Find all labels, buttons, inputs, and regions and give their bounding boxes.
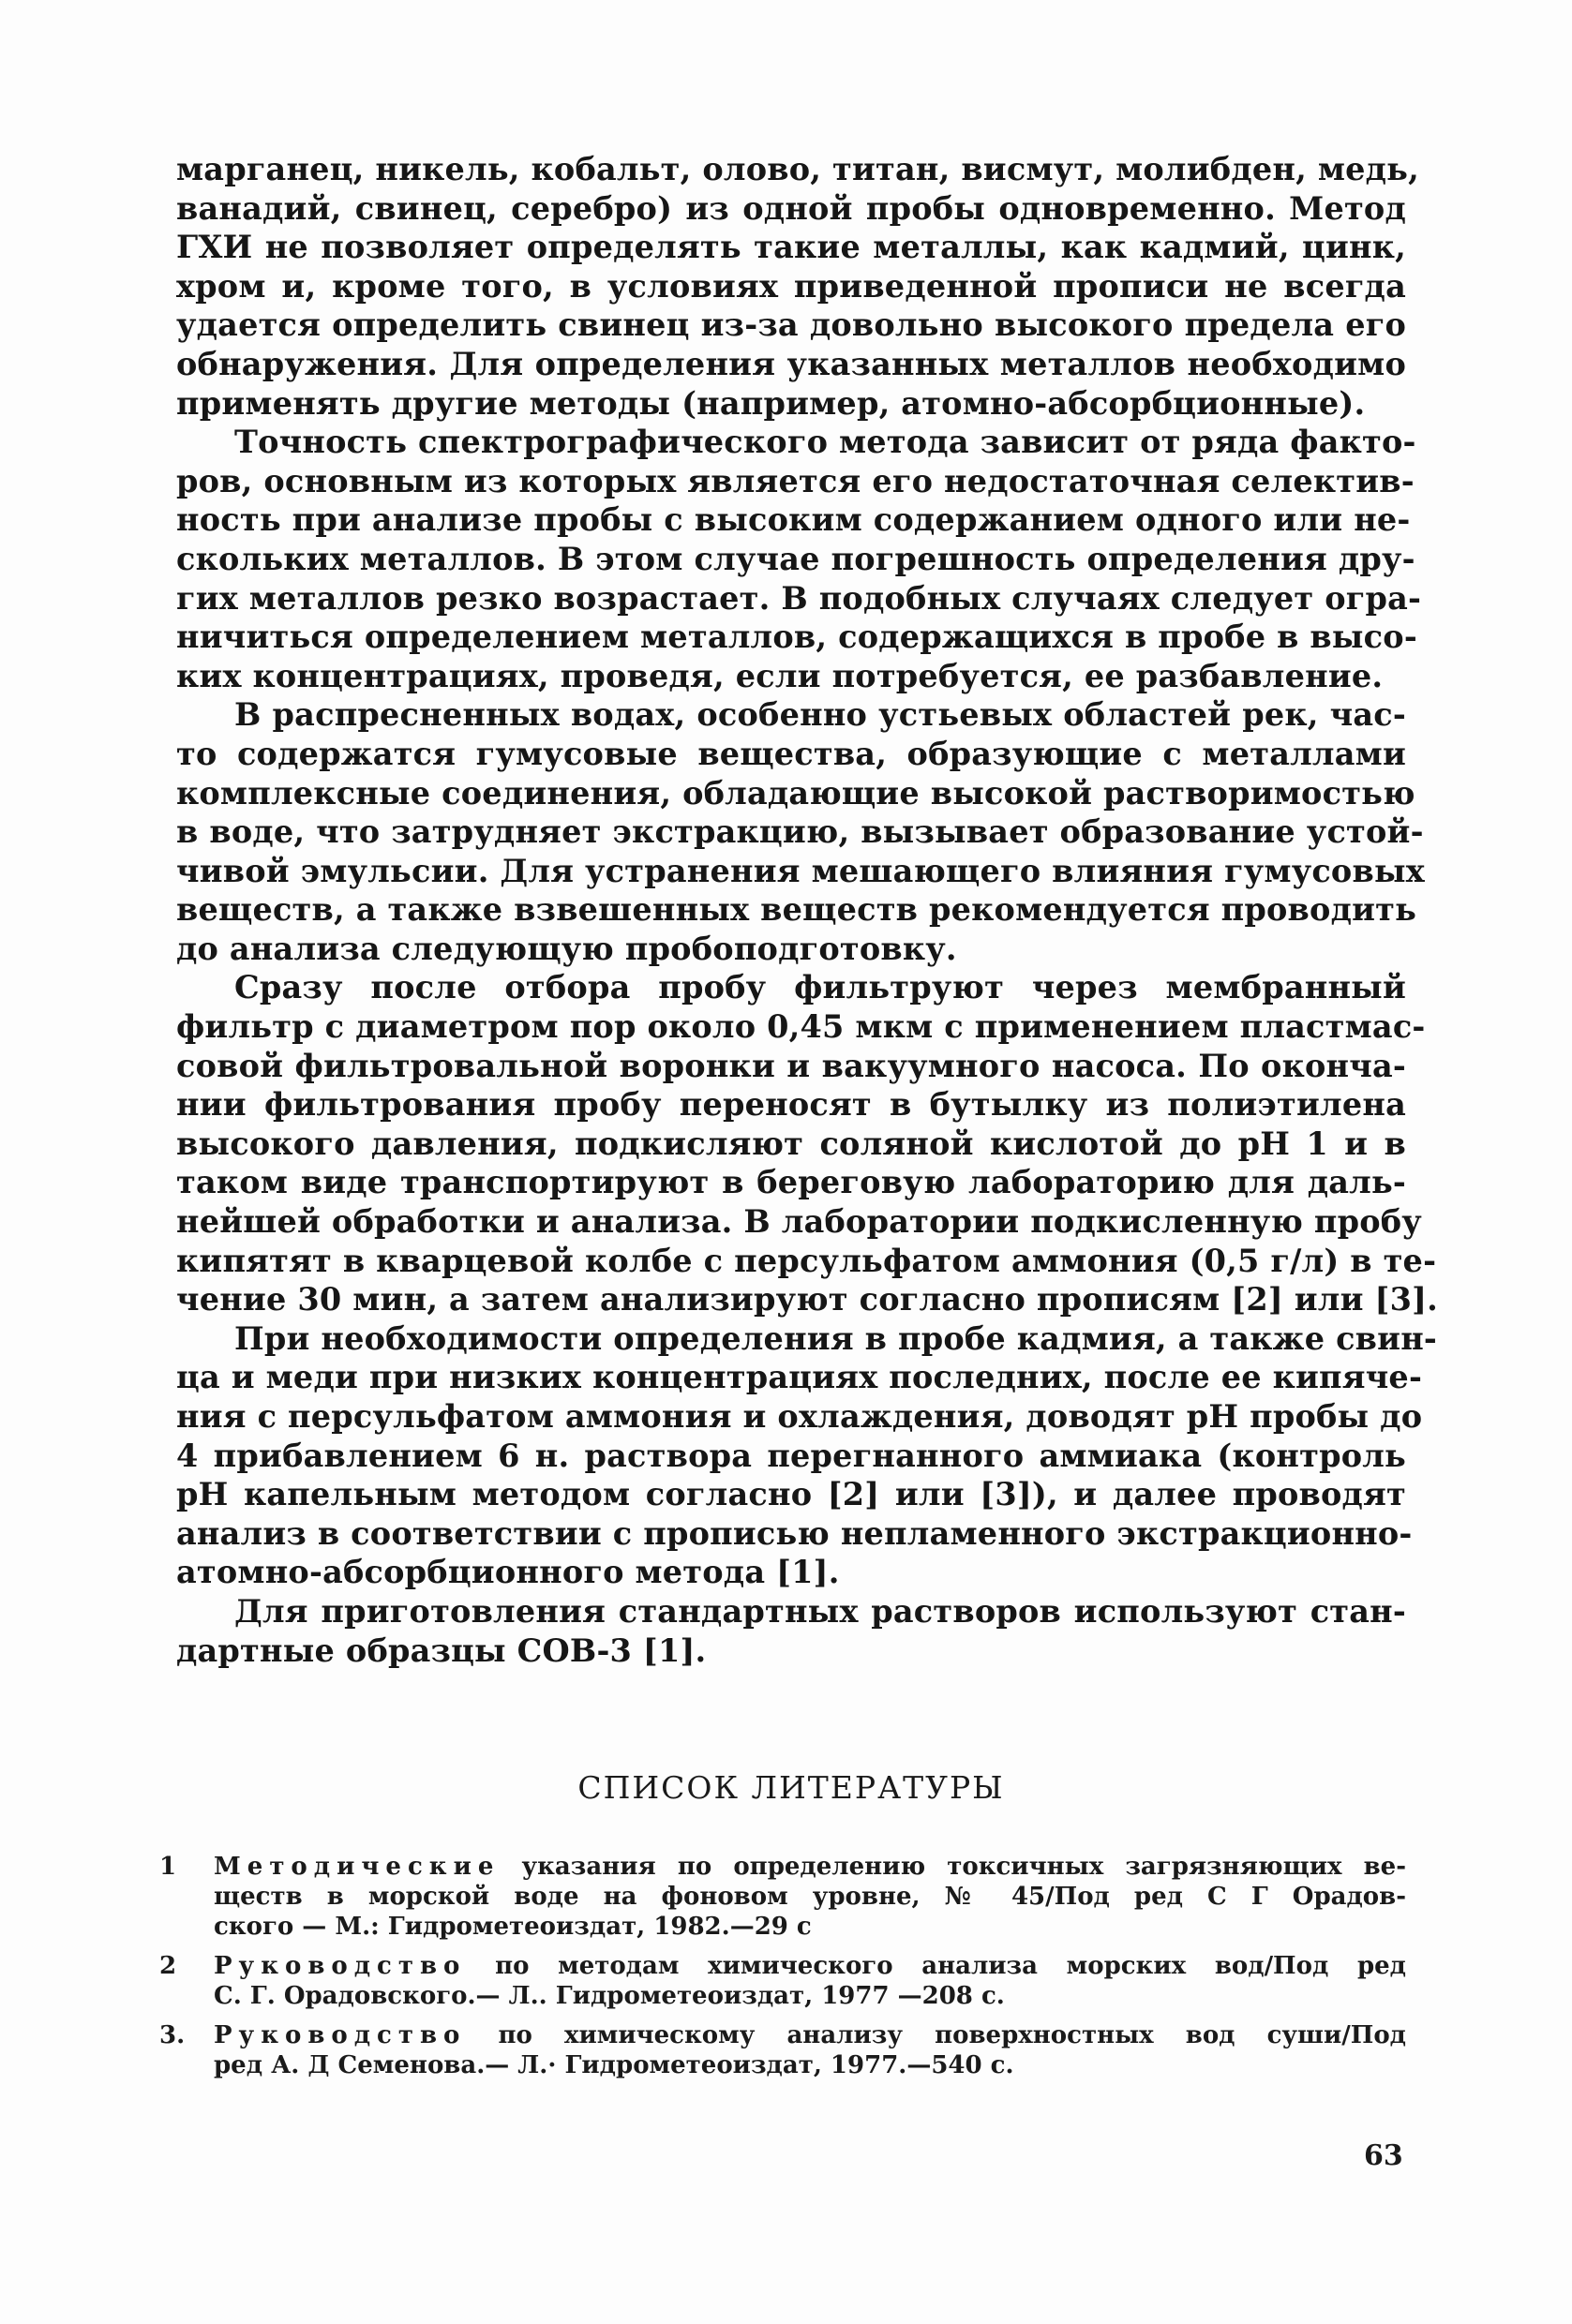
text-line: Точность спектрографического метода зависит от ряда факто- (234, 424, 1416, 461)
text-line: дартные образцы СОВ-3 [1]. (176, 1631, 707, 1669)
text-line: веществ, а также взвешенных веществ рекомендуется проводить (176, 891, 1417, 929)
text-line: кипятят в кварцевой колбе с персульфатом аммония (0,5 г/л) в те- (176, 1242, 1437, 1279)
text-line: При необходимости определения в пробе кадмия, а также свин- (234, 1319, 1438, 1357)
text-line: то содержатся гумусовые вещества, образующие с металлами (176, 735, 1406, 772)
reference-number: 1 (159, 1853, 177, 1881)
text-line: удается определить свинец из-за довольно высокого предела его (176, 306, 1406, 344)
references-heading: СПИСОК ЛИТЕРАТУРЫ (577, 1769, 1005, 1806)
reference-text: ред А. Д Семенова.— Л.· Гидрометеоиздат, 1977.—540 с. (214, 2051, 1014, 2079)
text-line: нейшей обработки и анализа. В лаборатории подкисленную пробу (176, 1203, 1422, 1241)
references-list (159, 1852, 1406, 2090)
reference-text: ществ в морской воде на фоновом уровне, № 45/Под ред С Г Орадов- (214, 1883, 1406, 1911)
paragraph-2 (176, 423, 1422, 695)
paragraph-3 (176, 695, 1425, 968)
text-line: применять другие методы (например, атомно-абсорбционные). (176, 384, 1366, 422)
reference-lead: Руководство (214, 2021, 467, 2049)
paragraph-4 (176, 968, 1439, 1318)
text-line: нии фильтрования пробу переносят в бутылку из полиэтилена (176, 1086, 1406, 1124)
text-line: В распресненных водах, особенно устьевых областей рек, час- (234, 696, 1406, 734)
text-line: Сразу после отбора пробу фильтруют через мембранный (234, 969, 1406, 1006)
text-line: ров, основным из которых является его недостаточная селектив- (176, 462, 1415, 499)
reference-text: ского — М.: Гидрометеоиздат, 1982.—29 с (214, 1913, 812, 1941)
text-line: фильтр с диаметром пор около 0,45 мкм с применением пластмас- (176, 1008, 1426, 1046)
text-line: в воде, что затрудняет экстракцию, вызывает образование устой- (176, 813, 1424, 851)
paragraph-6 (176, 1592, 1406, 1670)
reference-number: 3. (159, 2021, 186, 2049)
reference-text: по химическому анализу поверхностных вод суши/Под (466, 2021, 1406, 2049)
text-line: скольких металлов. В этом случае погрешность определения дру- (176, 540, 1415, 577)
reference-item (159, 1852, 1406, 1942)
reference-number: 2 (159, 1952, 177, 1980)
text-line: чивой эмульсии. Для устранения мешающего влияния гумусовых (176, 852, 1425, 889)
reference-lead: Руководство (214, 1952, 467, 1980)
paragraph-1 (176, 150, 1419, 423)
text-line: ца и меди при низких концентрациях последних, после ее кипяче- (176, 1359, 1423, 1396)
text-line: обнаружения. Для определения указанных металлов необходимо (176, 345, 1406, 382)
body-text (176, 150, 1439, 1670)
text-line: чение 30 мин, а затем анализируют согласно прописям [2] или [3]. (176, 1281, 1439, 1318)
text-line: рН капельным методом согласно [2] или [3]), и далее проводят (176, 1476, 1406, 1513)
reference-text: указания по определению токсичных загрязняющих ве- (500, 1853, 1406, 1881)
text-line: марганец, никель, кобальт, олово, титан, висмут, молибден, медь, (176, 151, 1419, 187)
text-line: 4 прибавлением 6 н. раствора перегнанного аммиака (контроль (176, 1437, 1406, 1474)
text-line: комплексные соединения, обладающие высокой растворимостью (176, 774, 1415, 812)
text-line: Для приготовления стандартных растворов используют стан- (234, 1592, 1406, 1630)
text-line: ких концентрациях, проведя, если потребуется, ее разбавление. (176, 657, 1384, 694)
reference-item (159, 1951, 1406, 2011)
text-line: ванадий, свинец, серебро) из одной пробы одновременно. Метод (176, 189, 1406, 227)
paragraph-5 (176, 1319, 1438, 1592)
reference-text: по методам химического анализа морских вод/Под ред (466, 1952, 1406, 1980)
text-line: ничиться определением металлов, содержащихся в пробе в высо- (176, 618, 1417, 656)
text-line: высокого давления, подкисляют соляной кислотой до рН 1 и в (176, 1125, 1406, 1162)
reference-item (159, 2020, 1406, 2080)
reference-lead: Методические (214, 1853, 501, 1881)
text-line: до анализа следующую пробоподготовку. (176, 930, 957, 967)
reference-text: С. Г. Орадовского.— Л.. Гидрометеоиздат, 1977 —208 с. (214, 1982, 1005, 2010)
page-number: 63 (1364, 2139, 1403, 2172)
text-line: таком виде транспортируют в береговую лабораторию для даль- (176, 1164, 1406, 1201)
text-line: хром и, кроме того, в условиях приведенной прописи не всегда (176, 267, 1406, 305)
text-line: анализ в соответствии с прописью непламенного экстракционно- (176, 1514, 1413, 1552)
text-line: ность при анализе пробы с высоким содержанием одного или не- (176, 501, 1411, 539)
text-line: атомно-абсорбционного метода [1]. (176, 1554, 840, 1591)
text-line: совой фильтровальной воронки и вакуумного насоса. По оконча- (176, 1047, 1406, 1084)
text-line: ГХИ не позволяет определять такие металлы, как кадмий, цинк, (176, 229, 1406, 266)
text-line: гих металлов резко возрастает. В подобных случаях следует огра- (176, 579, 1422, 617)
text-line: ния с персульфатом аммония и охлаждения, доводят рН пробы до (176, 1398, 1423, 1435)
